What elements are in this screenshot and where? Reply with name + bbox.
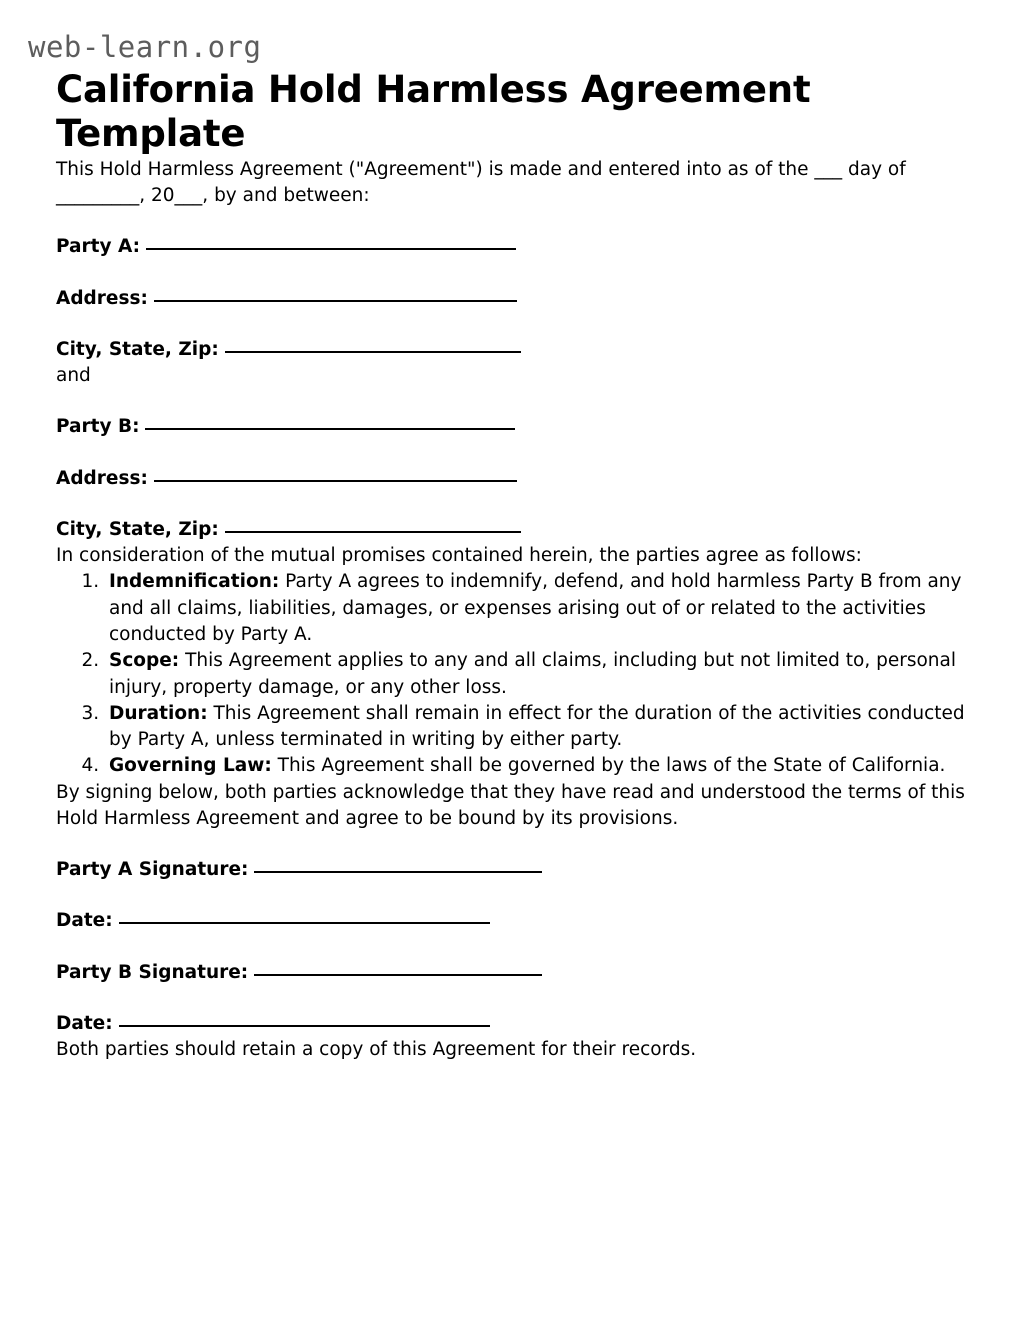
party-a-address-label: Address: bbox=[56, 287, 148, 309]
term-text: This Agreement shall remain in effect for the duration of the activities conducted by Party A, unless terminated in writing by either party. bbox=[109, 702, 965, 751]
party-b-city-field bbox=[56, 517, 971, 543]
party-b-city-rule[interactable] bbox=[225, 517, 521, 533]
party-b-name-field bbox=[56, 414, 971, 440]
party-b-signature-rule[interactable] bbox=[254, 960, 542, 976]
footer-note: Both parties should retain a copy of this Agreement for their records. bbox=[56, 1039, 697, 1061]
document-body bbox=[56, 68, 971, 1063]
party-b-date-label: Date: bbox=[56, 1012, 113, 1034]
term-text: This Agreement shall be governed by the laws of the State of California. bbox=[277, 755, 946, 777]
list-item bbox=[105, 648, 971, 701]
term-text: Party A agrees to indemnify, defend, and hold harmless Party B from any and all claims, liabilities, damages, or expenses arising out of or related to the activities conducted by Party A. bbox=[109, 571, 962, 645]
acknowledgement-paragraph: By signing below, both parties acknowledge that they have read and understood the terms of this Hold Harmless Agreement and agree to be bound by its provisions. bbox=[56, 781, 965, 829]
term-heading: Indemnification: bbox=[109, 571, 280, 593]
party-b-city-label: City, State, Zip: bbox=[56, 518, 219, 540]
terms-list bbox=[56, 569, 971, 779]
party-b-signature-field bbox=[56, 960, 971, 986]
party-a-signature-label: Party A Signature: bbox=[56, 859, 249, 881]
party-b-signature-label: Party B Signature: bbox=[56, 961, 249, 983]
term-text: This Agreement applies to any and all claims, including but not limited to, personal injury, property damage, or any other loss. bbox=[109, 650, 956, 698]
intro-paragraph: This Hold Harmless Agreement ("Agreement") is made and entered into as of the ___ day of _________, 20___, by and between: bbox=[56, 158, 906, 207]
party-b-address-field bbox=[56, 466, 971, 492]
party-a-address-field bbox=[56, 286, 971, 312]
party-a-address-rule[interactable] bbox=[154, 286, 517, 302]
list-item bbox=[105, 753, 971, 779]
site-watermark: web-learn.org bbox=[28, 30, 262, 64]
term-heading: Duration: bbox=[109, 702, 208, 724]
party-b-name-rule[interactable] bbox=[145, 414, 515, 430]
list-item bbox=[105, 701, 971, 754]
page-title: California Hold Harmless Agreement Template bbox=[56, 68, 811, 156]
party-a-signature-rule[interactable] bbox=[254, 857, 542, 873]
term-heading: Governing Law: bbox=[109, 755, 272, 777]
party-a-city-label: City, State, Zip: bbox=[56, 338, 219, 360]
party-a-name-field bbox=[56, 234, 971, 260]
party-b-name-label: Party B: bbox=[56, 416, 140, 438]
list-item bbox=[105, 569, 971, 648]
party-b-address-label: Address: bbox=[56, 467, 148, 489]
party-b-date-field bbox=[56, 1011, 971, 1037]
party-a-city-rule[interactable] bbox=[225, 337, 521, 353]
party-b-address-rule[interactable] bbox=[154, 466, 517, 482]
term-heading: Scope: bbox=[109, 650, 180, 672]
party-a-city-field bbox=[56, 337, 971, 363]
party-a-name-rule[interactable] bbox=[146, 234, 516, 250]
party-b-date-rule[interactable] bbox=[119, 1011, 490, 1027]
party-a-date-rule[interactable] bbox=[119, 908, 490, 924]
conjunction-and: and bbox=[56, 365, 91, 387]
party-a-signature-field bbox=[56, 857, 971, 883]
party-a-date-label: Date: bbox=[56, 910, 113, 932]
consideration-paragraph: In consideration of the mutual promises contained herein, the parties agree as follows: bbox=[56, 545, 862, 567]
party-a-name-label: Party A: bbox=[56, 236, 141, 258]
party-a-date-field bbox=[56, 908, 971, 934]
